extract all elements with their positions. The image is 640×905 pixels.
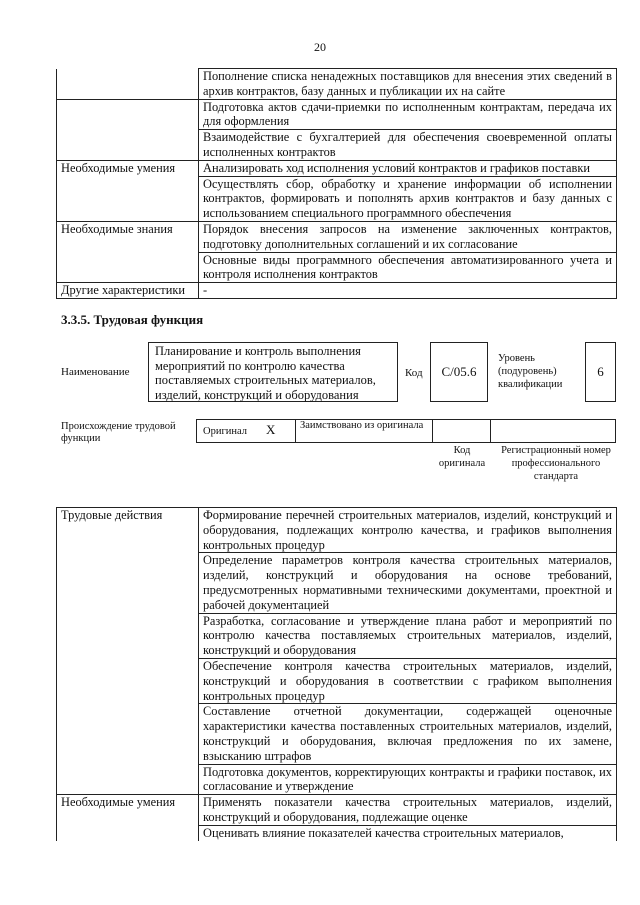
table-row bbox=[57, 252, 617, 283]
row-text: Подготовка документов, корректирующих контракты и графики поставок, их согласование и утверждение bbox=[199, 764, 617, 795]
top-table bbox=[56, 68, 617, 299]
section-title: 3.3.5. Трудовая функция bbox=[61, 312, 204, 327]
reg-caption: Регистрационный номер профессионального стандарта bbox=[501, 445, 611, 482]
row-text: Взаимодействие с бухгалтерией для обеспечения своевременной оплаты исполненных контрактов bbox=[199, 130, 617, 161]
row-text: Основные виды программного обеспечения автоматизированного учета и контроля исполнения контрактов bbox=[199, 252, 617, 283]
row-label bbox=[57, 69, 199, 100]
table-row bbox=[57, 704, 617, 764]
table-row bbox=[57, 553, 617, 613]
borrowed-label: Заимствовано из оригинала bbox=[300, 420, 424, 431]
row-text: Пополнение списка ненадежных поставщиков для внесения этих сведений в архив контрактов, базу данных и публикации их на сайте bbox=[199, 69, 617, 100]
table-row bbox=[57, 658, 617, 703]
page-number: 20 bbox=[314, 40, 326, 54]
table-row bbox=[57, 176, 617, 221]
row-text: - bbox=[199, 283, 617, 299]
row-label: Другие характеристики bbox=[57, 283, 199, 299]
row-label: Необходимые умения bbox=[57, 795, 199, 826]
row-label bbox=[57, 658, 199, 703]
bottom-table bbox=[56, 507, 617, 841]
row-label: Необходимые умения bbox=[57, 160, 199, 176]
row-label bbox=[57, 764, 199, 795]
table-row bbox=[57, 764, 617, 795]
table-row bbox=[57, 795, 617, 826]
table-row bbox=[57, 69, 617, 100]
table-row bbox=[57, 613, 617, 658]
row-text: Составление отчетной документации, содержащей оценочные характеристики качества поставленных строительных материалов, изделий, конструкций и оборудования, включая предложения по их замене, взысканию штрафов bbox=[199, 704, 617, 764]
row-text: Анализировать ход исполнения условий контрактов и графиков поставки bbox=[199, 160, 617, 176]
row-label bbox=[57, 825, 199, 840]
row-text: Оценивать влияние показателей качества строительных материалов, bbox=[199, 825, 617, 840]
function-name: Планирование и контроль выполнения мероприятий по контролю качества поставляемых строительных материалов, изделий, конструкций и оборудования bbox=[155, 344, 376, 402]
function-code: C/05.6 bbox=[441, 364, 477, 379]
row-text: Формирование перечней строительных материалов, изделий, конструкций и оборудования, подлежащих контролю качества, и графиков выполнения контрольных процедур bbox=[199, 508, 617, 553]
table-row bbox=[57, 508, 617, 553]
row-label: Трудовые действия bbox=[57, 508, 199, 553]
table-row bbox=[57, 283, 617, 299]
row-label bbox=[57, 704, 199, 764]
row-text: Порядок внесения запросов на изменение заключенных контрактов, подготовку дополнительных соглашений и их согласование bbox=[199, 221, 617, 252]
row-label bbox=[57, 553, 199, 613]
row-text: Разработка, согласование и утверждение плана работ и мероприятий по контролю качества поставляемых строительных материалов, изделий, конструкций и оборудования bbox=[199, 613, 617, 658]
origin-label: Происхождение трудовой функции bbox=[61, 421, 176, 444]
row-label bbox=[57, 613, 199, 658]
name-label: Наименование bbox=[61, 366, 130, 378]
table-row bbox=[57, 221, 617, 252]
divider bbox=[490, 419, 491, 443]
row-label bbox=[57, 176, 199, 221]
row-label bbox=[57, 252, 199, 283]
code-label: Код bbox=[405, 367, 423, 379]
table-row bbox=[57, 130, 617, 161]
row-text: Подготовка актов сдачи-приемки по исполненным контрактам, передача их для оформления bbox=[199, 99, 617, 130]
divider bbox=[432, 419, 433, 443]
table-row bbox=[57, 825, 617, 840]
row-text: Осуществлять сбор, обработку и хранение информации об исполнении контрактов, формировать и пополнять архив контрактов и базу данных с использованием специального программного обеспечения bbox=[199, 176, 617, 221]
code-caption: Код оригинала bbox=[438, 445, 486, 469]
row-label bbox=[57, 99, 199, 130]
table-row bbox=[57, 160, 617, 176]
level-label: Уровень (подуровень) квалификации bbox=[498, 353, 563, 390]
divider bbox=[295, 419, 296, 443]
row-label: Необходимые знания bbox=[57, 221, 199, 252]
row-text: Применять показатели качества строительных материалов, изделий, конструкций и оборудования, подлежащие оценке bbox=[199, 795, 617, 826]
original-mark: X bbox=[266, 422, 276, 437]
row-label bbox=[57, 130, 199, 161]
row-text: Определение параметров контроля качества строительных материалов, изделий, конструкций и оборудования на основе требований, предусмотренных нормативными техническими документами, проектной и рабочей документацией bbox=[199, 553, 617, 613]
original-label: Оригинал bbox=[203, 426, 247, 437]
row-text: Обеспечение контроля качества строительных материалов, изделий, конструкций и оборудования в соответствии с графиком выполнения контрольных процедур bbox=[199, 658, 617, 703]
level-value: 6 bbox=[597, 364, 604, 379]
table-row bbox=[57, 99, 617, 130]
